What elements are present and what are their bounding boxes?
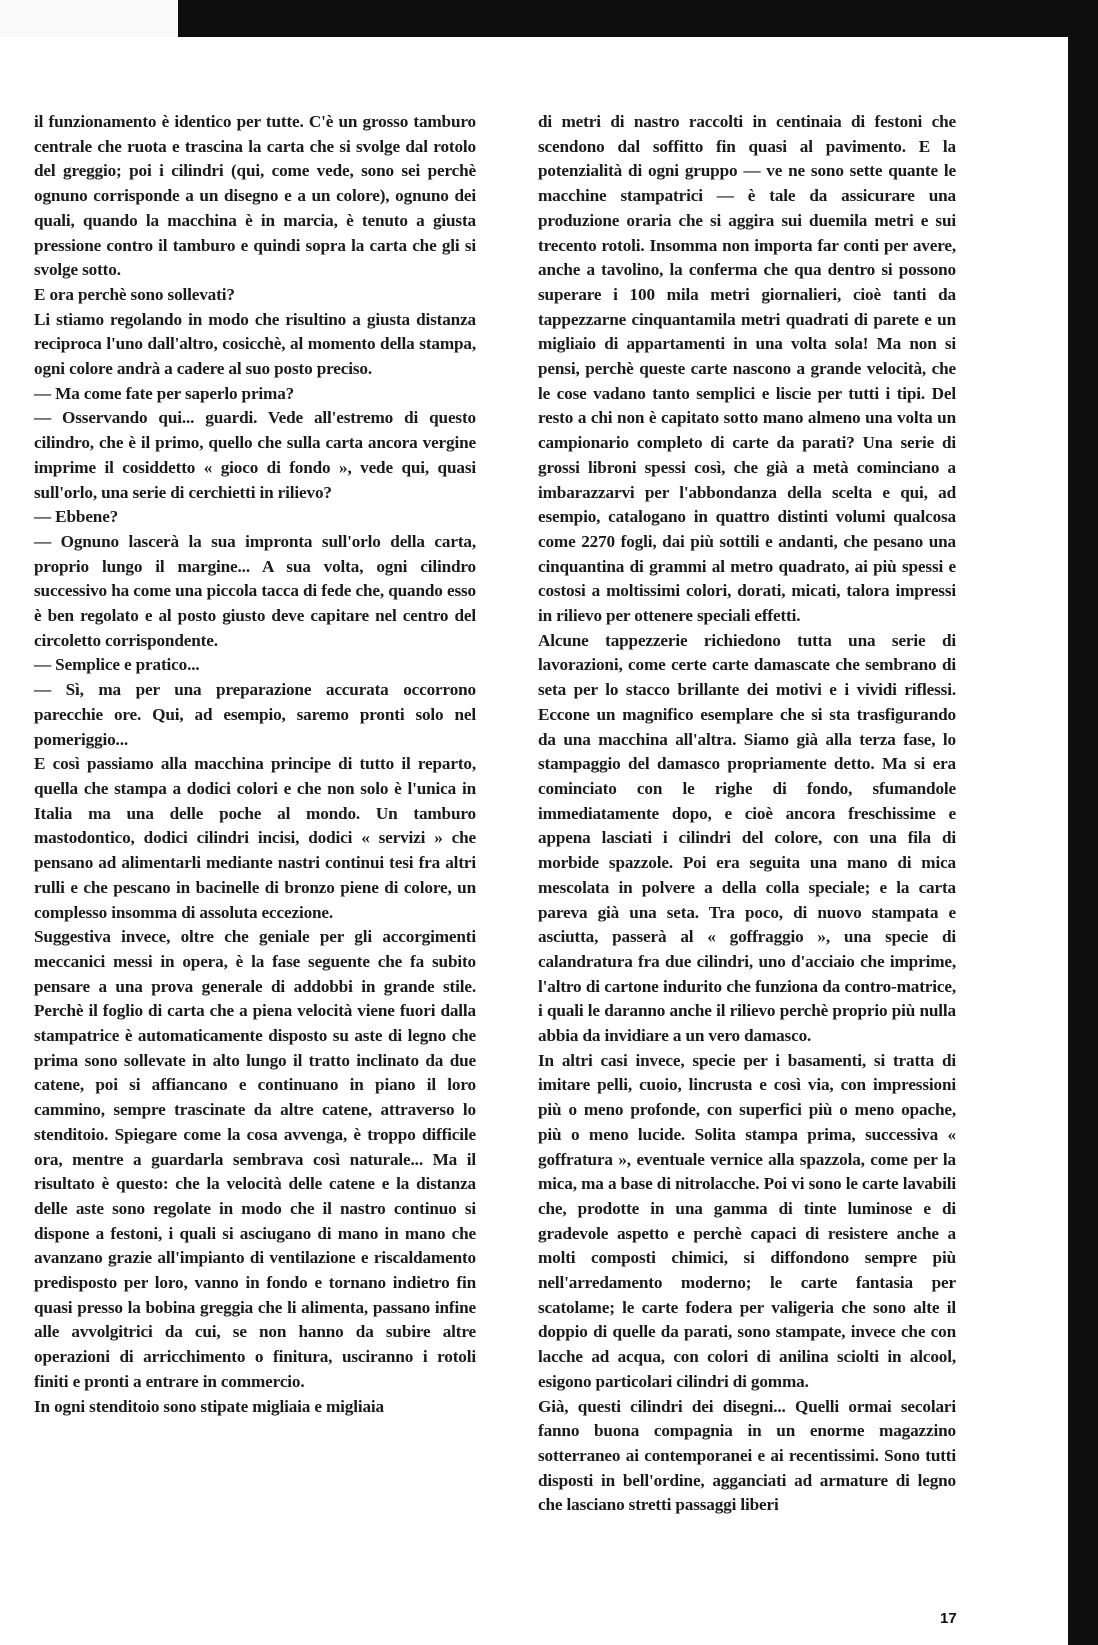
paragraph: — Ma come fate per saperlo prima? — [34, 383, 295, 403]
paragraph: Già, questi cilindri dei disegni... Quelli ormai secolari fanno buona compagnia in un enorme magazzino sotterraneo ai contemporanei e ai recentissimi. Sono tutti disposti in bell'ordine, agganciati ad armature di legno che lasciano stretti passaggi liberi — [538, 1396, 956, 1515]
paragraph: — Osservando qui... guardi. Vede all'estremo di questo cilindro, che è il primo, quello che sulla carta ancora vergine imprime il cosiddetto « gioco di fondo », vede qui, quasi sull'orlo, una serie di cerchietti in rilievo? — [34, 408, 476, 502]
left-text-column — [34, 110, 476, 1419]
paragraph: Li stiamo regolando in modo che risultino a giusta distanza reciproca l'uno dall'altro, cosicchè, al momento della stampa, ogni colore andrà a cadere al suo posto preciso. — [34, 309, 476, 379]
page-number: 17 — [940, 1610, 957, 1627]
right-black-border — [1068, 37, 1098, 1645]
paragraph: — Ognuno lascerà la sua impronta sull'orlo della carta, proprio lungo il margine... A sua volta, ogni cilindro successivo ha come una piccola tacca di fede che, quando esso è ben regolato e al posto giusto deve capitare nel centro del circoletto corrispondente. — [34, 531, 476, 650]
page-corner — [0, 0, 178, 37]
right-text-column — [538, 110, 956, 1518]
paragraph: — Semplice e pratico... — [34, 655, 200, 675]
paragraph: di metri di nastro raccolti in centinaia di festoni che scendono dal soffitto fin quasi al pavimento. E la potenzialità di ogni gruppo — ve ne sono sette quante le macchine stampatrici — è tale da assicurare una produzione oraria che si aggira sui duemila metri e sui trecento rotoli. Insomma non importa far conti per avere, anche a tavolino, la conferma che qua dentro si possono superare i 100 mila metri giornalieri, cioè tanti da tappezzarne cinquantamila metri quadrati di parete e un migliaio di appartamenti in una volta sola! Ma non si pensi, perchè queste carte nascono a grande velocità, che le cose vadano tanto semplici e liscie per tutti i tipi. Del resto a chi non è capitato sotto mano almeno una volta un campionario completo di carte da parati? Una serie di grossi libroni spessi così, che già a metà cominciano a imbarazzarvi per l'abbondanza della scelta e qui, ad esempio, catalogano in quattro distinti volumi qualcosa come 2270 fogli, dai più sottili e andanti, che pesano una cinquantina di grammi al metro quadrato, ai più spessi e costosi a moltissimi colori, dorati, micati, talora impressi in rilievo per ottenere speciali effetti. — [538, 112, 956, 626]
paragraph: — Sì, ma per una preparazione accurata occorrono parecchie ore. Qui, ad esempio, saremo pronti solo nel pomeriggio... — [34, 680, 476, 749]
paragraph: E ora perchè sono sollevati? — [34, 284, 235, 304]
paragraph: In altri casi invece, specie per i basamenti, si tratta di imitare pelli, cuoio, lincrusta e così via, con impressioni più o meno profonde, con superfici più o meno opache, più o meno lucide. Solita stampa prima, successiva « goffratura », eventuale vernice alla spazzola, come per la mica, ma a base di nitrolacche. Poi vi sono le carte lavabili che, prodotte in una gamma di tinte luminose e di gradevole aspetto e perchè capaci di resistere anche a molti composti chimici, si diffondono sempre più nell'arredamento moderno; le carte fantasia per scatolame; le carte fodera per valigeria che sono alte il doppio di quelle da parati, sono stampate, invece che con lacche ad acqua, con colori di anilina sciolti in alcool, esigono particolari cilindri di gomma. — [538, 1050, 956, 1391]
paragraph: il funzionamento è identico per tutte. C'è un grosso tamburo centrale che ruota e trascina la carta che si svolge dal rotolo del greggio; poi i cilindri (qui, come vede, sono sei perchè ognuno corrisponde a un disegno e a un colore), ognuno dei quali, quando la macchina è in marcia, è tenuto a giusta pressione contro il tamburo e quindi sopra la carta che gli si svolge sotto. — [34, 112, 476, 280]
paragraph: Suggestiva invece, oltre che geniale per gli accorgimenti meccanici messi in opera, è la fase seguente che fa subito pensare a una prova generale di addobbi in grande stile. Perchè il foglio di carta che a piena velocità viene fuori dalla stampatrice è automaticamente disposto su aste di legno che prima sono sollevate in alto lungo il tratto inclinato da due catene, poi si affiancano e continuano in piano il loro cammino, sempre trascinate da altre catene, attraverso lo stenditoio. Spiegare come la cosa avvenga, è troppo difficile ora, mentre a guardarla sembrava così naturale... Ma il risultato è questo: che la velocità delle catene e la distanza delle aste sono regolate in modo che il nastro continuo si dispone a festoni, i quali si asciugano di mano in mano che avanzano grazie all'impianto di ventilazione e riscaldamento predisposto per loro, vanno in fondo e tornano indietro fin quasi presso la bobina greggia che li alimenta, passano infine alle avvolgitrici da cui, se non hanno da subire altre operazioni di arricchimento o finitura, usciranno i rotoli finiti e pronti a entrare in commercio. — [34, 927, 476, 1391]
paragraph: — Ebbene? — [34, 507, 119, 527]
paragraph: E così passiamo alla macchina principe di tutto il reparto, quella che stampa a dodici colori e che non solo è l'unica in Italia ma una delle poche al mondo. Un tamburo mastodontico, dodici cilindri incisi, dodici « servizi » che pensano ad alimentarli mediante nastri continui tesi fra altri rulli e che pescano in bacinelle di bronzo piene di colore, un complesso insomma di assoluta eccezione. — [34, 754, 476, 922]
paragraph: Alcune tappezzerie richiedono tutta una serie di lavorazioni, come certe carte damascate che sembrano di seta per lo stacco brillante dei motivi e i vividi riflessi. Eccone un magnifico esemplare che si sta trasfigurando da una macchina all'altra. Siamo già alla terza fase, lo stampaggio del damasco propriamente detto. Ma si era cominciato con le righe di fondo, sfumandole immediatamente dopo, e cioè ancora freschissime e appena lasciati i cilindri del colore, con una fila di morbide spazzole. Poi era seguita una mano di mica mescolata in polvere a della colla speciale; e la carta pareva già una seta. Tra poco, di nuovo stampata e asciutta, passerà al « goffraggio », una specie di calandratura fra due cilindri, uno d'acciaio che imprime, l'altro di cartone indurito che funziona da contro-matrice, i quali le daranno anche il rilievo perchè proprio più nulla abbia da invidiare a un vero damasco. — [538, 630, 956, 1046]
top-black-border — [178, 0, 1098, 37]
paragraph: In ogni stenditoio sono stipate migliaia e migliaia — [34, 1396, 384, 1416]
